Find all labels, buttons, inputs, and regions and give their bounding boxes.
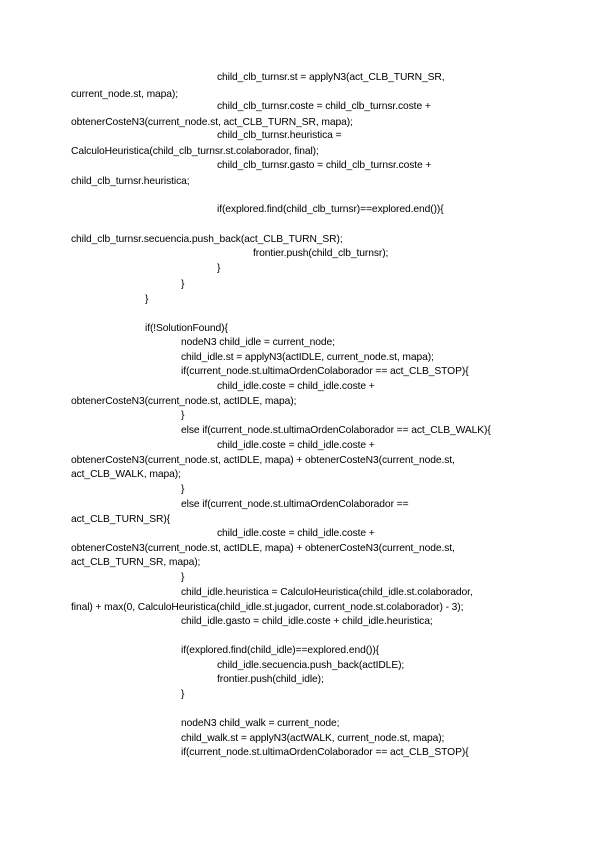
code-line: nodeN3 child_idle = current_node; (181, 337, 335, 348)
code-line: else if(current_node.st.ultimaOrdenColaborador == act_CLB_WALK){ (181, 425, 491, 436)
code-line: child_idle.secuencia.push_back(actIDLE); (217, 660, 405, 671)
code-line: act_CLB_TURN_SR){ (71, 514, 171, 525)
code-line: } (181, 279, 185, 290)
code-line: child_clb_turnsr.coste = child_clb_turnsr.coste + (217, 101, 431, 112)
code-line: } (217, 263, 221, 274)
code-line: child_idle.st = applyN3(actIDLE, current_node.st, mapa); (181, 352, 434, 363)
code-line: } (181, 689, 185, 700)
code-line: act_CLB_TURN_SR, mapa); (71, 557, 201, 568)
code-line: final) + max(0, CalculoHeuristica(child_idle.st.jugador, current_node.st.colaborador) - 3); (71, 602, 464, 613)
code-line: } (181, 410, 185, 421)
code-line: child_idle.coste = child_idle.coste + (217, 440, 375, 451)
code-line: } (145, 294, 149, 305)
code-line: child_idle.heuristica = CalculoHeuristica(child_idle.st.colaborador, (181, 587, 473, 598)
code-line: obtenerCosteN3(current_node.st, actIDLE, mapa) + obtenerCosteN3(current_node.st, (71, 543, 455, 554)
code-line: child_clb_turnsr.secuencia.push_back(act_CLB_TURN_SR); (71, 234, 343, 245)
code-line: frontier.push(child_idle); (217, 674, 324, 685)
code-line: if(current_node.st.ultimaOrdenColaborador == act_CLB_STOP){ (181, 747, 469, 758)
code-line: act_CLB_WALK, mapa); (71, 469, 181, 480)
code-line: child_idle.gasto = child_idle.coste + child_idle.heuristica; (181, 616, 433, 627)
code-line: obtenerCosteN3(current_node.st, actIDLE, mapa); (71, 396, 297, 407)
code-line: else if(current_node.st.ultimaOrdenColaborador == (181, 499, 409, 510)
code-line: if(current_node.st.ultimaOrdenColaborador == act_CLB_STOP){ (181, 366, 469, 377)
code-line: child_idle.coste = child_idle.coste + (217, 528, 375, 539)
code-line: obtenerCosteN3(current_node.st, actIDLE, mapa) + obtenerCosteN3(current_node.st, (71, 455, 455, 466)
code-line: frontier.push(child_clb_turnsr); (253, 248, 389, 259)
code-line: } (181, 572, 185, 583)
code-line: child_idle.coste = child_idle.coste + (217, 381, 375, 392)
code-line: if(explored.find(child_clb_turnsr)==explored.end()){ (217, 204, 444, 215)
code-line: current_node.st, mapa); (71, 89, 179, 100)
code-line: } (181, 484, 185, 495)
code-line: CalculoHeuristica(child_clb_turnsr.st.colaborador, final); (71, 146, 319, 157)
code-line: child_walk.st = applyN3(actWALK, current_node.st, mapa); (181, 733, 445, 744)
code-line: child_clb_turnsr.st = applyN3(act_CLB_TURN_SR, (217, 72, 445, 83)
code-line: child_clb_turnsr.gasto = child_clb_turnsr.coste + (217, 160, 432, 171)
code-line: obtenerCosteN3(current_node.st, act_CLB_TURN_SR, mapa); (71, 117, 353, 128)
code-line: child_clb_turnsr.heuristica = (217, 130, 342, 141)
code-line: if(explored.find(child_idle)==explored.end()){ (181, 645, 380, 656)
code-line: if(!SolutionFound){ (145, 323, 228, 334)
code-line: child_clb_turnsr.heuristica; (71, 176, 190, 187)
code-line: nodeN3 child_walk = current_node; (181, 718, 340, 729)
